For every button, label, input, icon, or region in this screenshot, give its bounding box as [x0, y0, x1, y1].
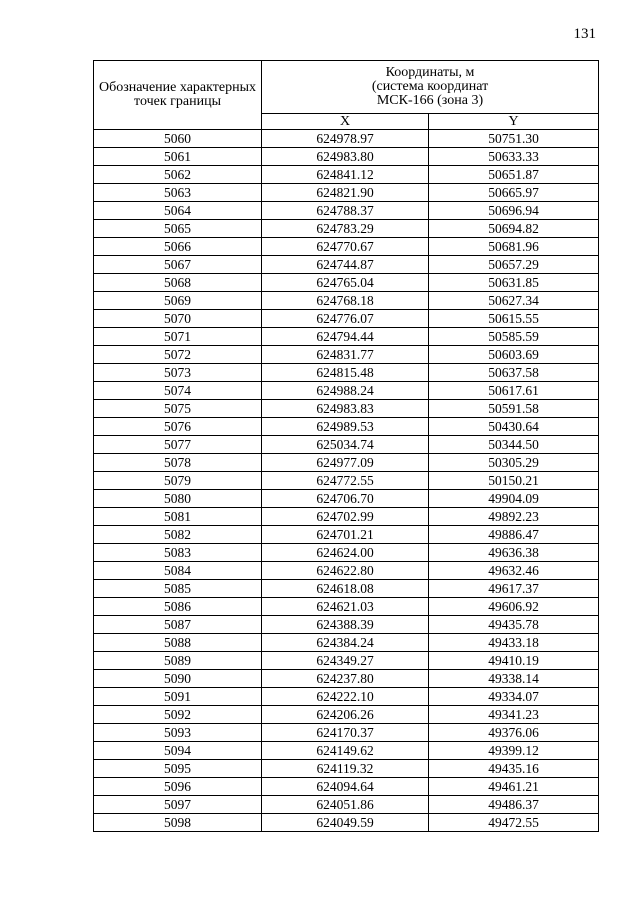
table-row [94, 616, 599, 634]
x-coordinate-cell: 624618.08 [262, 580, 429, 598]
x-coordinate-cell: 624206.26 [262, 706, 429, 724]
x-coordinate-cell: 624621.03 [262, 598, 429, 616]
x-coordinate-cell: 624983.80 [262, 148, 429, 166]
x-coordinate-cell: 624768.18 [262, 292, 429, 310]
y-coordinate-cell: 50631.85 [429, 274, 599, 292]
x-coordinate-cell: 624794.44 [262, 328, 429, 346]
x-coordinate-cell: 625034.74 [262, 436, 429, 454]
x-coordinate-cell: 624989.53 [262, 418, 429, 436]
y-coordinate-cell: 50681.96 [429, 238, 599, 256]
y-coordinate-cell: 50150.21 [429, 472, 599, 490]
point-id-cell: 5083 [94, 544, 262, 562]
table-row [94, 220, 599, 238]
y-coordinate-cell: 49334.07 [429, 688, 599, 706]
point-id-cell: 5097 [94, 796, 262, 814]
x-coordinate-cell: 624701.21 [262, 526, 429, 544]
table-row [94, 472, 599, 490]
y-coordinate-cell: 50694.82 [429, 220, 599, 238]
point-id-cell: 5070 [94, 310, 262, 328]
table-row [94, 688, 599, 706]
point-id-cell: 5065 [94, 220, 262, 238]
y-coordinate-cell: 49886.47 [429, 526, 599, 544]
point-id-cell: 5087 [94, 616, 262, 634]
x-coordinate-cell: 624349.27 [262, 652, 429, 670]
table-row [94, 364, 599, 382]
table-row [94, 238, 599, 256]
point-id-cell: 5066 [94, 238, 262, 256]
point-id-cell: 5085 [94, 580, 262, 598]
y-coordinate-cell: 49433.18 [429, 634, 599, 652]
table-row [94, 760, 599, 778]
point-id-cell: 5090 [94, 670, 262, 688]
point-id-cell: 5067 [94, 256, 262, 274]
y-coordinate-cell: 50696.94 [429, 202, 599, 220]
table-row [94, 598, 599, 616]
table-row [94, 526, 599, 544]
y-coordinate-cell: 50305.29 [429, 454, 599, 472]
y-coordinate-cell: 50627.34 [429, 292, 599, 310]
table-row [94, 382, 599, 400]
x-coordinate-cell: 624149.62 [262, 742, 429, 760]
y-coordinate-cell: 49472.55 [429, 814, 599, 832]
point-label-header: Обозначение характерных точек границы [94, 61, 262, 130]
x-coordinate-cell: 624831.77 [262, 346, 429, 364]
y-coordinate-cell: 49376.06 [429, 724, 599, 742]
point-id-cell: 5089 [94, 652, 262, 670]
x-coordinate-cell: 624094.64 [262, 778, 429, 796]
y-coordinate-cell: 49606.92 [429, 598, 599, 616]
x-coordinate-cell: 624783.29 [262, 220, 429, 238]
table-row [94, 184, 599, 202]
y-coordinate-cell: 49636.38 [429, 544, 599, 562]
x-coordinate-cell: 624237.80 [262, 670, 429, 688]
point-id-cell: 5084 [94, 562, 262, 580]
table-row [94, 814, 599, 832]
point-id-cell: 5094 [94, 742, 262, 760]
y-coordinate-cell: 49486.37 [429, 796, 599, 814]
x-coordinate-cell: 624776.07 [262, 310, 429, 328]
point-id-cell: 5068 [94, 274, 262, 292]
table-row [94, 508, 599, 526]
page-number: 131 [573, 26, 596, 42]
y-column-header: Y [429, 114, 599, 130]
y-coordinate-cell: 49435.16 [429, 760, 599, 778]
table-row [94, 652, 599, 670]
table-row [94, 148, 599, 166]
point-id-cell: 5061 [94, 148, 262, 166]
y-coordinate-cell: 50430.64 [429, 418, 599, 436]
x-coordinate-cell: 624744.87 [262, 256, 429, 274]
table-row [94, 292, 599, 310]
table-row [94, 724, 599, 742]
y-coordinate-cell: 50585.59 [429, 328, 599, 346]
table-row [94, 310, 599, 328]
point-id-cell: 5079 [94, 472, 262, 490]
point-id-cell: 5073 [94, 364, 262, 382]
point-id-cell: 5080 [94, 490, 262, 508]
x-coordinate-cell: 624821.90 [262, 184, 429, 202]
y-coordinate-cell: 50615.55 [429, 310, 599, 328]
y-coordinate-cell: 49892.23 [429, 508, 599, 526]
x-coordinate-cell: 624119.32 [262, 760, 429, 778]
x-coordinate-cell: 624841.12 [262, 166, 429, 184]
y-coordinate-cell: 49410.19 [429, 652, 599, 670]
coordinates-header [262, 61, 599, 114]
y-coordinate-cell: 49904.09 [429, 490, 599, 508]
table-row [94, 400, 599, 418]
table-row [94, 742, 599, 760]
point-id-cell: 5095 [94, 760, 262, 778]
point-id-cell: 5092 [94, 706, 262, 724]
table-row [94, 202, 599, 220]
table-row [94, 490, 599, 508]
point-id-cell: 5069 [94, 292, 262, 310]
x-coordinate-cell: 624702.99 [262, 508, 429, 526]
table-row [94, 778, 599, 796]
table-row [94, 274, 599, 292]
y-coordinate-cell: 50657.29 [429, 256, 599, 274]
x-coordinate-cell: 624978.97 [262, 130, 429, 148]
table-row [94, 580, 599, 598]
table-row [94, 544, 599, 562]
x-coordinate-cell: 624624.00 [262, 544, 429, 562]
point-id-cell: 5074 [94, 382, 262, 400]
point-id-cell: 5060 [94, 130, 262, 148]
y-coordinate-cell: 49435.78 [429, 616, 599, 634]
point-id-cell: 5082 [94, 526, 262, 544]
y-coordinate-cell: 50603.69 [429, 346, 599, 364]
x-coordinate-cell: 624384.24 [262, 634, 429, 652]
y-coordinate-cell: 50751.30 [429, 130, 599, 148]
y-coordinate-cell: 49461.21 [429, 778, 599, 796]
table-row [94, 346, 599, 364]
x-coordinate-cell: 624051.86 [262, 796, 429, 814]
y-coordinate-cell: 50651.87 [429, 166, 599, 184]
y-coordinate-cell: 50637.58 [429, 364, 599, 382]
point-id-cell: 5088 [94, 634, 262, 652]
point-id-cell: 5076 [94, 418, 262, 436]
table-row [94, 436, 599, 454]
point-id-cell: 5098 [94, 814, 262, 832]
x-column-header: X [262, 114, 429, 130]
y-coordinate-cell: 50633.33 [429, 148, 599, 166]
x-coordinate-cell: 624049.59 [262, 814, 429, 832]
x-coordinate-cell: 624770.67 [262, 238, 429, 256]
coordinates-header-line3: МСК-166 (зона 3) [376, 93, 484, 108]
point-id-cell: 5086 [94, 598, 262, 616]
point-id-cell: 5078 [94, 454, 262, 472]
table-row [94, 454, 599, 472]
coordinates-header-line1: Координаты, м [385, 65, 475, 80]
point-id-cell: 5081 [94, 508, 262, 526]
x-coordinate-cell: 624222.10 [262, 688, 429, 706]
x-coordinate-cell: 624765.04 [262, 274, 429, 292]
table-row [94, 130, 599, 148]
table-row [94, 796, 599, 814]
table-row [94, 562, 599, 580]
table-row [94, 328, 599, 346]
y-coordinate-cell: 49338.14 [429, 670, 599, 688]
table-header [94, 61, 599, 130]
x-coordinate-cell: 624977.09 [262, 454, 429, 472]
y-coordinate-cell: 49617.37 [429, 580, 599, 598]
table-row [94, 166, 599, 184]
x-coordinate-cell: 624170.37 [262, 724, 429, 742]
y-coordinate-cell: 49632.46 [429, 562, 599, 580]
table-row [94, 256, 599, 274]
x-coordinate-cell: 624388.39 [262, 616, 429, 634]
x-coordinate-cell: 624788.37 [262, 202, 429, 220]
x-coordinate-cell: 624988.24 [262, 382, 429, 400]
y-coordinate-cell: 50344.50 [429, 436, 599, 454]
point-id-cell: 5093 [94, 724, 262, 742]
point-id-cell: 5077 [94, 436, 262, 454]
y-coordinate-cell: 50617.61 [429, 382, 599, 400]
point-id-cell: 5063 [94, 184, 262, 202]
coordinates-header-line2: (система координат [371, 79, 489, 94]
table-row [94, 706, 599, 724]
x-coordinate-cell: 624815.48 [262, 364, 429, 382]
y-coordinate-cell: 50665.97 [429, 184, 599, 202]
point-id-cell: 5062 [94, 166, 262, 184]
table-row [94, 418, 599, 436]
x-coordinate-cell: 624983.83 [262, 400, 429, 418]
x-coordinate-cell: 624706.70 [262, 490, 429, 508]
point-id-cell: 5064 [94, 202, 262, 220]
point-id-cell: 5071 [94, 328, 262, 346]
table-row [94, 670, 599, 688]
table-body [94, 130, 599, 832]
x-coordinate-cell: 624622.80 [262, 562, 429, 580]
point-id-cell: 5072 [94, 346, 262, 364]
point-id-cell: 5091 [94, 688, 262, 706]
point-id-cell: 5075 [94, 400, 262, 418]
y-coordinate-cell: 50591.58 [429, 400, 599, 418]
point-id-cell: 5096 [94, 778, 262, 796]
coordinates-table [93, 60, 599, 832]
table-row [94, 634, 599, 652]
y-coordinate-cell: 49399.12 [429, 742, 599, 760]
x-coordinate-cell: 624772.55 [262, 472, 429, 490]
y-coordinate-cell: 49341.23 [429, 706, 599, 724]
